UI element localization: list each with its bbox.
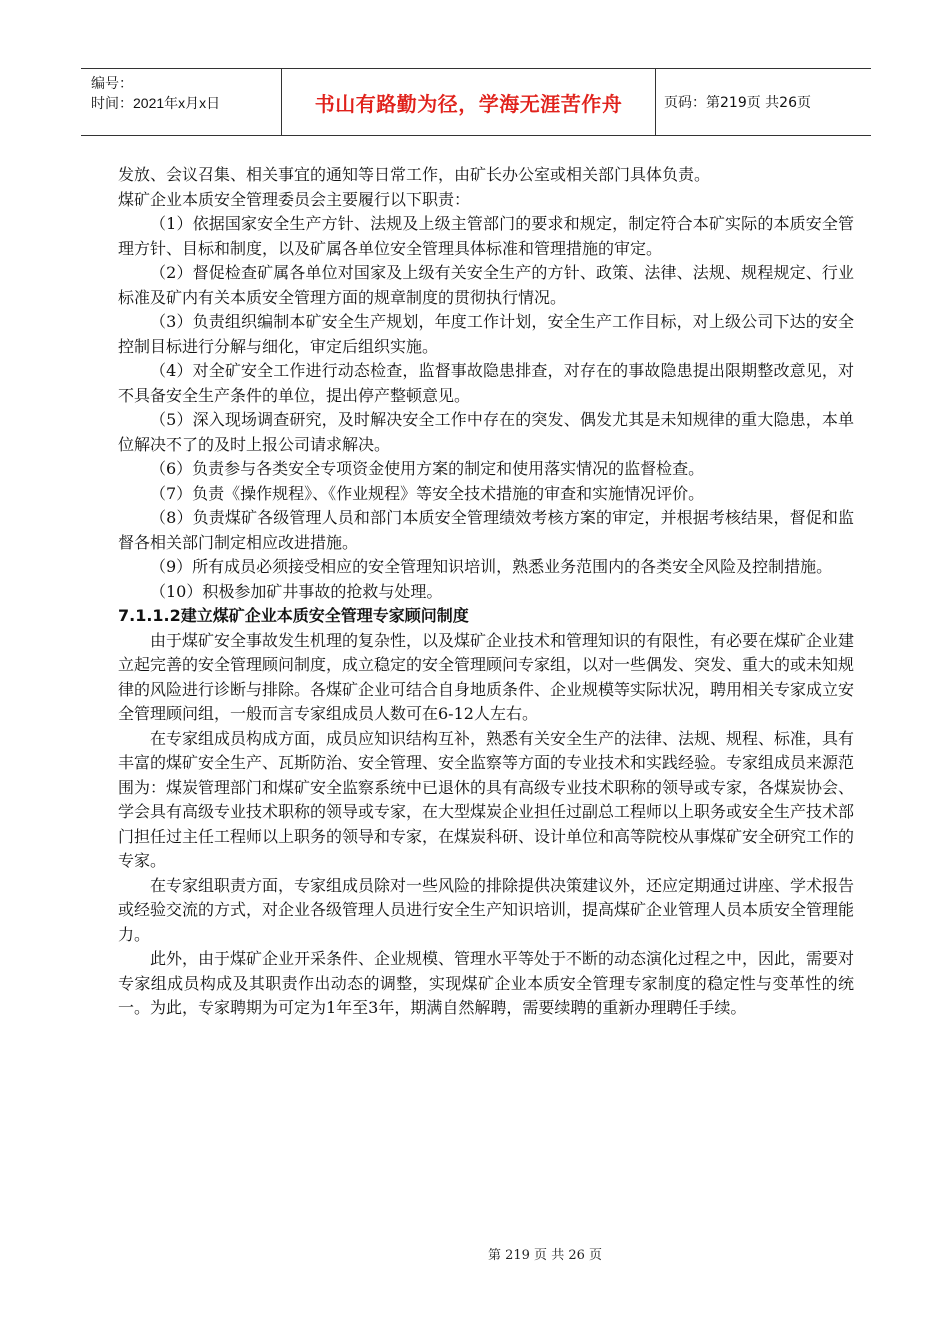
paragraph: 煤矿企业本质安全管理委员会主要履行以下职责： [118,189,471,209]
duty-item: （2）督促检查矿属各单位对国家及上级有关安全生产的方针、政策、法律、法规、规程规定、行业标准及矿内有关本质安全管理方面的规章制度的贯彻执行情况。 [118,263,854,307]
duty-item: （6）负责参与各类安全专项资金使用方案的制定和使用落实情况的监督检查。 [150,459,705,478]
paragraph: 发放、会议召集、相关事宜的通知等日常工作，由矿长办公室或相关部门具体负责。 [118,165,711,184]
duty-item: （9）所有成员必须接受相应的安全管理知识培训，熟悉业务范围内的各类安全风险及控制措施。 [150,557,833,576]
header-motto: 书山有路勤为径，学海无涯苦作舟 [282,69,656,135]
page-footer [0,1244,950,1263]
duty-item: （8）负责煤矿各级管理人员和部门本质安全管理绩效考核方案的审定，并根据考核结果，督促和监督各相关部门制定相应改进措施。 [118,508,854,552]
section-heading: 7.1.1.2建立煤矿企业本质安全管理专家顾问制度 [118,606,469,625]
section-paragraph: 此外，由于煤矿企业开采条件、企业规模、管理水平等处于不断的动态演化过程之中，因此，需要对专家组成员构成及其职责作出动态的调整，实现煤矿企业本质安全管理专家制度的稳定性与变革性的统一。为此，专家聘期为可定为1年至3年，期满自然解聘，需要续聘的重新办理聘任手续。 [118,949,855,1017]
duty-item: （1）依据国家安全生产方针、法规及上级主管部门的要求和规定，制定符合本矿实际的本质安全管理方针、目标和制度，以及矿属各单位安全管理具体标准和管理措施的审定。 [118,214,854,258]
duty-item: （4）对全矿安全工作进行动态检查，监督事故隐患排查，对存在的事故隐患提出限期整改意见，对不具备安全生产条件的单位，提出停产整顿意见。 [118,361,854,405]
document-number-label: 编号： [91,75,133,91]
document-time-label: 时间：2021年x月x日 [91,95,221,111]
header-meta [81,69,282,135]
duty-item: （10）积极参加矿井事故的抢救与处理。 [150,581,443,601]
footer-page-number: 第 219 页 共 26 页 [487,1248,603,1263]
duty-item: （3）负责组织编制本矿安全生产规划，年度工作计划，安全生产工作目标，对上级公司下达的安全控制目标进行分解与细化，审定后组织实施。 [118,312,854,356]
section-paragraph: 在专家组成员构成方面，成员应知识结构互补，熟悉有关安全生产的法律、法规、规程、标准，具有丰富的煤矿安全生产、瓦斯防治、安全管理、安全监察等方面的专业技术和实践经验。专家组成员来源范围为：煤炭管理部门和煤矿安全监察系统中已退休的具有高级专业技术职称的领导或专家，各煤炭协会、学会具有高级专业技术职称的领导或专家，在大型煤炭企业担任过副总工程师以上职务或安全生产技术部门担任过主任工程师以上职务的领导和专家，在煤炭科研、设计单位和高等院校从事煤矿安全研究工作的专家。 [118,728,855,870]
header-page-info: 页码：第219页 共26页 [664,95,811,111]
section-paragraph: 由于煤矿安全事故发生机理的复杂性，以及煤矿企业技术和管理知识的有限性，有必要在煤矿企业建立起完善的安全管理顾问制度，成立稳定的安全管理顾问专家组，以对一些偶发、突发、重大的或未知规律的风险进行诊断与排除。各煤矿企业可结合自身地质条件、企业规模等实际状况，聘用相关专家成立安全管理顾问组，一般而言专家组成员人数可在6-12人左右。 [118,630,855,723]
duty-item: （5）深入现场调查研究，及时解决安全工作中存在的突发、偶发尤其是未知规律的重大隐患，本单位解决不了的及时上报公司请求解决。 [118,410,854,454]
page-header [81,68,871,136]
duty-item: （7）负责《操作规程》、《作业规程》等安全技术措施的审查和实施情况评价。 [150,483,705,503]
document-body [118,163,854,1021]
section-paragraph: 在专家组职责方面，专家组成员除对一些风险的排除提供决策建议外，还应定期通过讲座、学术报告或经验交流的方式，对企业各级管理人员进行安全生产知识培训，提高煤矿企业管理人员本质安全管理能力。 [118,875,855,944]
